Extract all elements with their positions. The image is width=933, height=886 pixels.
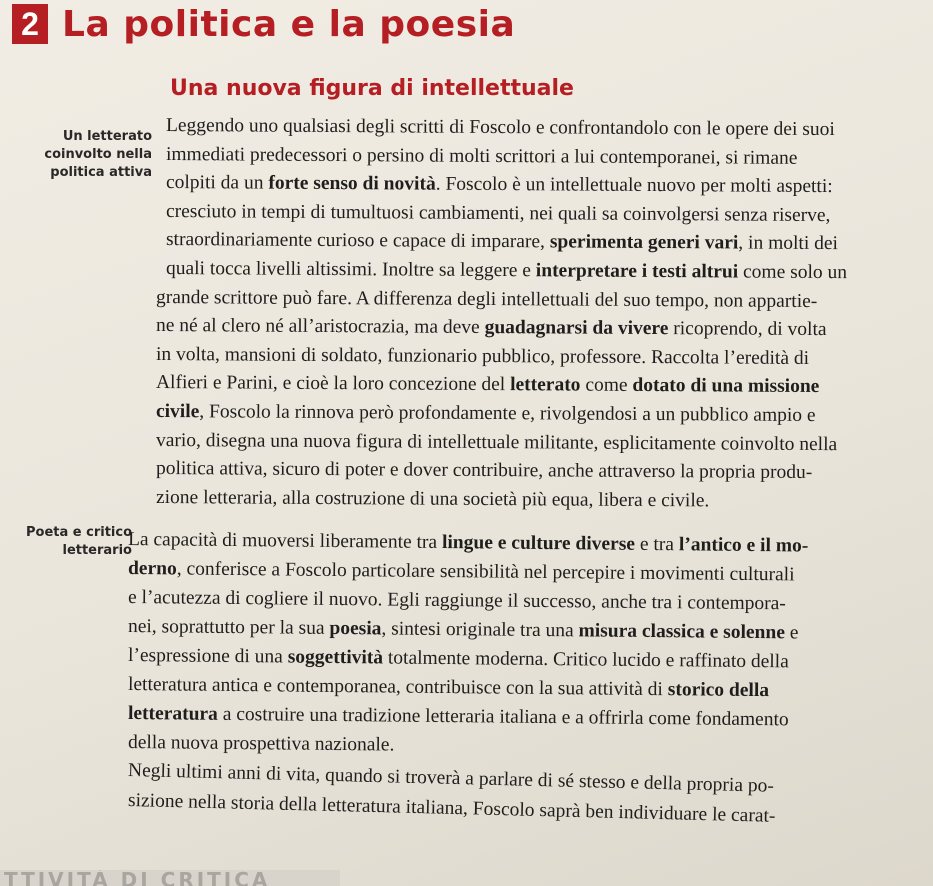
body-line: ne né al clero né all’aristocrazia, ma deve guadagnarsi da vivere ricoprendo, di volta bbox=[155, 315, 827, 341]
margin-note-letterato: Un letterato coinvolto nella politica attiva bbox=[44, 129, 152, 180]
body-line: immediati predecessori o persino di molti scrittori a lui contemporanei, si rimane bbox=[165, 143, 798, 169]
body-line: derno, conferisce a Foscolo particolare sensibilità nel percepire i movimenti culturali bbox=[127, 558, 795, 586]
body-line: della nuova prospettiva nazionale. bbox=[127, 732, 395, 756]
body-line: La capacità di muoversi liberamente tra lingue e culture diverse e tra l’antico e il mo- bbox=[127, 529, 809, 557]
body-line: quali tocca livelli altissimi. Inoltre sa leggere e interpretare i testi altrui come solo un bbox=[165, 258, 848, 284]
activity-footer-banner bbox=[0, 870, 340, 886]
body-line: e l’acutezza di cogliere il nuovo. Egli raggiunge il successo, anche tra i contempora- bbox=[127, 587, 786, 615]
body-line: civile, Foscolo la rinnova però profondamente e, rivolgendosi a un pubblico ampio e bbox=[155, 401, 816, 427]
body-line: Leggendo uno qualsiasi degli scritti di Foscolo e confrontandolo con le opere dei suoi bbox=[165, 115, 835, 141]
body-line: vario, disegna una nuova figura di intellettuale militante, esplicitamente coinvolto nella bbox=[155, 429, 838, 455]
body-line: zione letteraria, alla costruzione di una società più equa, libera e civile. bbox=[155, 486, 710, 512]
body-line: colpiti da un forte senso di novità. Foscolo è un intellettuale nuovo per molti aspetti: bbox=[165, 172, 833, 198]
section-title: Una nuova figura di intellettuale bbox=[170, 76, 574, 101]
body-line: sizione nella storia della letteratura italiana, Foscolo saprà ben individuare le carat- bbox=[127, 790, 776, 827]
body-line: Alfieri e Parini, e cioè la loro concezione del letterato come dotato di una missione bbox=[155, 372, 820, 398]
body-line: in volta, mansioni di soldato, funzionario pubblico, professore. Raccolta l’eredità di bbox=[155, 343, 810, 369]
chapter-title: La politica e la poesia bbox=[62, 3, 516, 45]
chapter-number: 2 bbox=[12, 4, 48, 44]
chapter-header bbox=[0, 0, 933, 48]
body-line: letteratura a costruire una tradizione letteraria italiana e a offrirla come fondamento bbox=[127, 703, 789, 731]
body-line: grande scrittore può fare. A differenza degli intellettuali del suo tempo, non appartie- bbox=[155, 286, 818, 312]
activity-footer-label: TTIVITÀ DI CRITICA bbox=[4, 870, 271, 886]
body-line: nei, soprattutto per la sua poesia, sintesi originale tra una misura classica e solenne e bbox=[127, 616, 799, 644]
body-line: politica attiva, sicuro di poter e dover contribuire, anche attraverso la propria produ- bbox=[155, 458, 813, 484]
margin-note-poeta-critico: Poeta e critico letterario bbox=[25, 525, 132, 558]
body-line: letteratura antica e contemporanea, contribuisce con la sua attività di storico della bbox=[127, 674, 770, 702]
body-line: Negli ultimi anni di vita, quando si troverà a parlare di sé stesso e della propria po- bbox=[127, 760, 775, 797]
body-line: straordinariamente curioso e capace di imparare, sperimenta generi vari, in molti dei bbox=[165, 229, 839, 255]
body-line: cresciuto in tempi di tumultuosi cambiamenti, nei quali sa coinvolgersi senza riserve, bbox=[165, 200, 831, 226]
body-line: l’espressione di una soggettività totalmente moderna. Critico lucido e raffinato della bbox=[127, 645, 789, 673]
